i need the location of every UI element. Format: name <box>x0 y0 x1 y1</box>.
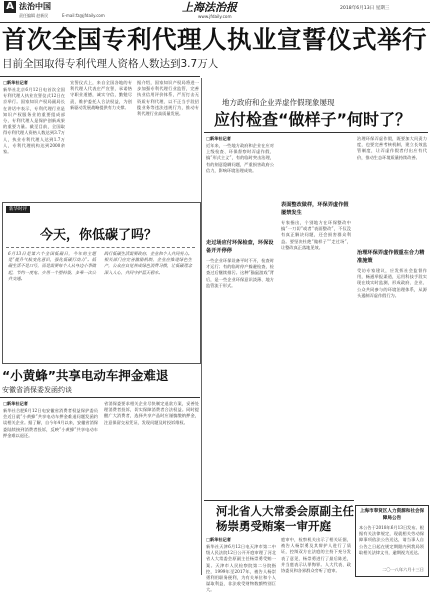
inspection-kicker: 地方政府和企业弄虚作假现象屡现 <box>222 98 335 107</box>
ebike-body-col1: 新华社合肥6月12日电安徽省消费者权益保护委员会近日就“小黄蜂”共享电动车押金难退问题发函约谈相关企业。据了解，自今年4月以来，安徽省消保委陆续接到消费者投诉，反映“小黄蜂”共享电动车押金难以退还。 <box>3 408 98 438</box>
notice-title: 上海市奉贤区人力资源和社会保障局公告 <box>359 509 425 521</box>
inspection-rule <box>204 132 428 133</box>
lead-rule <box>0 76 200 77</box>
inspection-headline: 应付检查“做样子”何时了？ <box>214 110 412 129</box>
website: www.jfdaily.com <box>198 14 232 19</box>
commentary-tag: 新华时评 <box>6 206 30 213</box>
commentary-body-col1: 6月13日是第六个全国低碳日，今年的主题是“提升气候变化意识，强化低碳行动力”。低碳生活不是口号，而是需要每个人从身边小事做起，节约一度电、少用一个塑料袋、多乘一次公共交通。 <box>8 251 96 281</box>
date-line: 2018年6月13日 星期三 <box>340 6 390 11</box>
inspection-subhead-1: 走过场应付环保检查，环保设备开开停停 <box>206 240 274 254</box>
inspection-body-col4: 受访专家建议，应发挥社会监督作用，畅通举报渠道，运用科技手段实现在线实时监测，形成政府、企业、公众共同参与的环境治理体系，从源头遏制弄虚作假行为。 <box>357 268 427 298</box>
paper-name: 上海法治报 <box>182 1 237 14</box>
inspection-subhead-2: 表面整改做样，环保弄虚作假屡禁发生 <box>281 202 349 216</box>
hebei-body-col2: 庭审中，检察机关出示了相关证据，被告人杨崇勇及其辩护人进行了质证，控辩双方在法庭的主持下充分发表了意见，杨崇勇进行了最后陈述，并当庭表示认罪悔罪。人大代表、政协委员和各界群众旁听了庭审。 <box>281 537 351 574</box>
section-name: 法治中国 <box>19 2 51 11</box>
lead-body-col1: 新华社北京6月12日电首次全国专利代理人执业宣誓仪式12日在京举行。国家知识产权局副局长在讲话中表示，专利代理行业是知识产权服务业的重要组成部分，专利代理人是保护创新成果的重要力量。截至目前，全国取得专利代理人资格人数达到3.7万人，执业专利代理人达到1.7万人，专利代理机构达到2000余家。 <box>3 87 65 155</box>
commentary-body-col2: 践行低碳生活需要政府、企业和个人共同努力。相关部门应完善激励机制，企业应推进绿色生产，公众应自觉养成绿色消费习惯，让低碳理念深入人心，共同守护蓝天碧水。 <box>104 251 192 275</box>
inspection-body-col1: 近年来，一些地方政府和企业在应对上级检查、环保督察时弄虚作假、搞“形式主义”，有的临时突击治理，有的刻意隐瞒问题，严重损害政府公信力，影响环境治理成效。 <box>206 143 274 173</box>
editor-line: 责任编辑 赵新民 <box>19 13 49 18</box>
notice-body: 本公告于2018年6月13日发布。根据有关法律规定，现就相关劳动保障事项依法公告送达，请当事人自公告之日起在规定期限内到我局领取相关法律文书，逾期视为送达。 <box>359 525 424 555</box>
lead-byline: □新华社记者 <box>3 80 28 85</box>
lead-body-col3: 据介绍，国家知识产权局将进一步加强专利代理行业监管，完善执业信用评价体系，严厉打击无资质专利代理、以不正当手段招揽业务等违法违规行为，推动专利代理行业高质量发展。 <box>137 80 199 117</box>
ebike-byline: □新华社记者 <box>3 401 28 406</box>
lead-body-col2: 宣誓仪式上，来自全国各地的专利代理人代表庄严宣誓，承诺恪守职业道德，诚实守信，勤勉尽责，维护委托人合法权益，为创新驱动发展战略提供有力支撑。 <box>70 80 132 110</box>
commentary-title: 今天，你低碳了吗？ <box>40 228 158 243</box>
ebike-body-col2: 省消保委要求相关企业尽快制定退款方案，妥善处理消费者投诉，切实保障消费者合法权益。同时提醒广大消费者，选择共享产品时应谨慎缴纳押金，注意保留交易凭证，发现问题及时投诉维权。 <box>104 401 199 425</box>
inspection-body-col2: 专家指出，个别地方在环保整改中搞“一刀切”或者“表面整改”，不仅没有真正解决问题，还会损害群众利益。要坚决杜绝“做样子”“走过场”，让整改真正落地见效。 <box>281 220 351 250</box>
hebei-byline: □新华社记者 <box>206 537 231 542</box>
column-divider <box>201 78 202 575</box>
lead-headline: 首次全国专利代理人执业宣誓仪式举行 <box>2 25 427 54</box>
hebei-body-col1: 新华社天津6月12日电天津市第二中级人民法院12日公开开庭审理了河北省人大常委会原副主任杨崇勇受贿一案。天津市人民检察院第二分院指控，1999年至2017年，被告人杨崇勇利用职务便利，为有关单位和个人谋取利益，非法收受财物数额特别巨大。 <box>206 544 276 593</box>
section-logo-icon: A <box>4 1 16 13</box>
ebike-rule <box>0 397 200 398</box>
inspection-byline: □新华社记者 <box>206 136 231 141</box>
ebike-subheadline: 安徽省消保委发函约谈 <box>2 386 72 394</box>
hebei-rule-top <box>204 500 354 501</box>
notice-date: 二〇一八年六月十三日 <box>382 567 424 572</box>
contact-line: E-mail:fz@jfdaily.com <box>62 13 105 18</box>
commentary-divider <box>6 247 195 248</box>
inspection-body-col3: 治理环保弄虚作假，既要加大问责力度，也要完善考核机制，建立长效监管制度，让弄虚作假者付出应有代价，推动生态环境质量持续改善。 <box>357 136 427 160</box>
inspection-subhead-3: 治理环保弄虚作假重在合力精准施策 <box>357 250 425 264</box>
lead-subheadline: 目前全国取得专利代理人资格人数达到3.7万人 <box>2 58 219 70</box>
hebei-headline-line2: 杨崇勇受贿案一审开庭 <box>216 519 331 533</box>
ebike-headline: “小黄蜂”共享电动车押金难退 <box>2 368 169 383</box>
hebei-headline-line1: 河北省人大常委会原副主任 <box>216 504 354 518</box>
inspection-body-col1b: 一些企业环保设备平时不开，检查时才运行；有的临时停产躲避检查，检查过后继续排污。这种“猫鼠游戏”背后，是一些企业环保意识淡薄、地方监管流于形式。 <box>206 258 274 288</box>
